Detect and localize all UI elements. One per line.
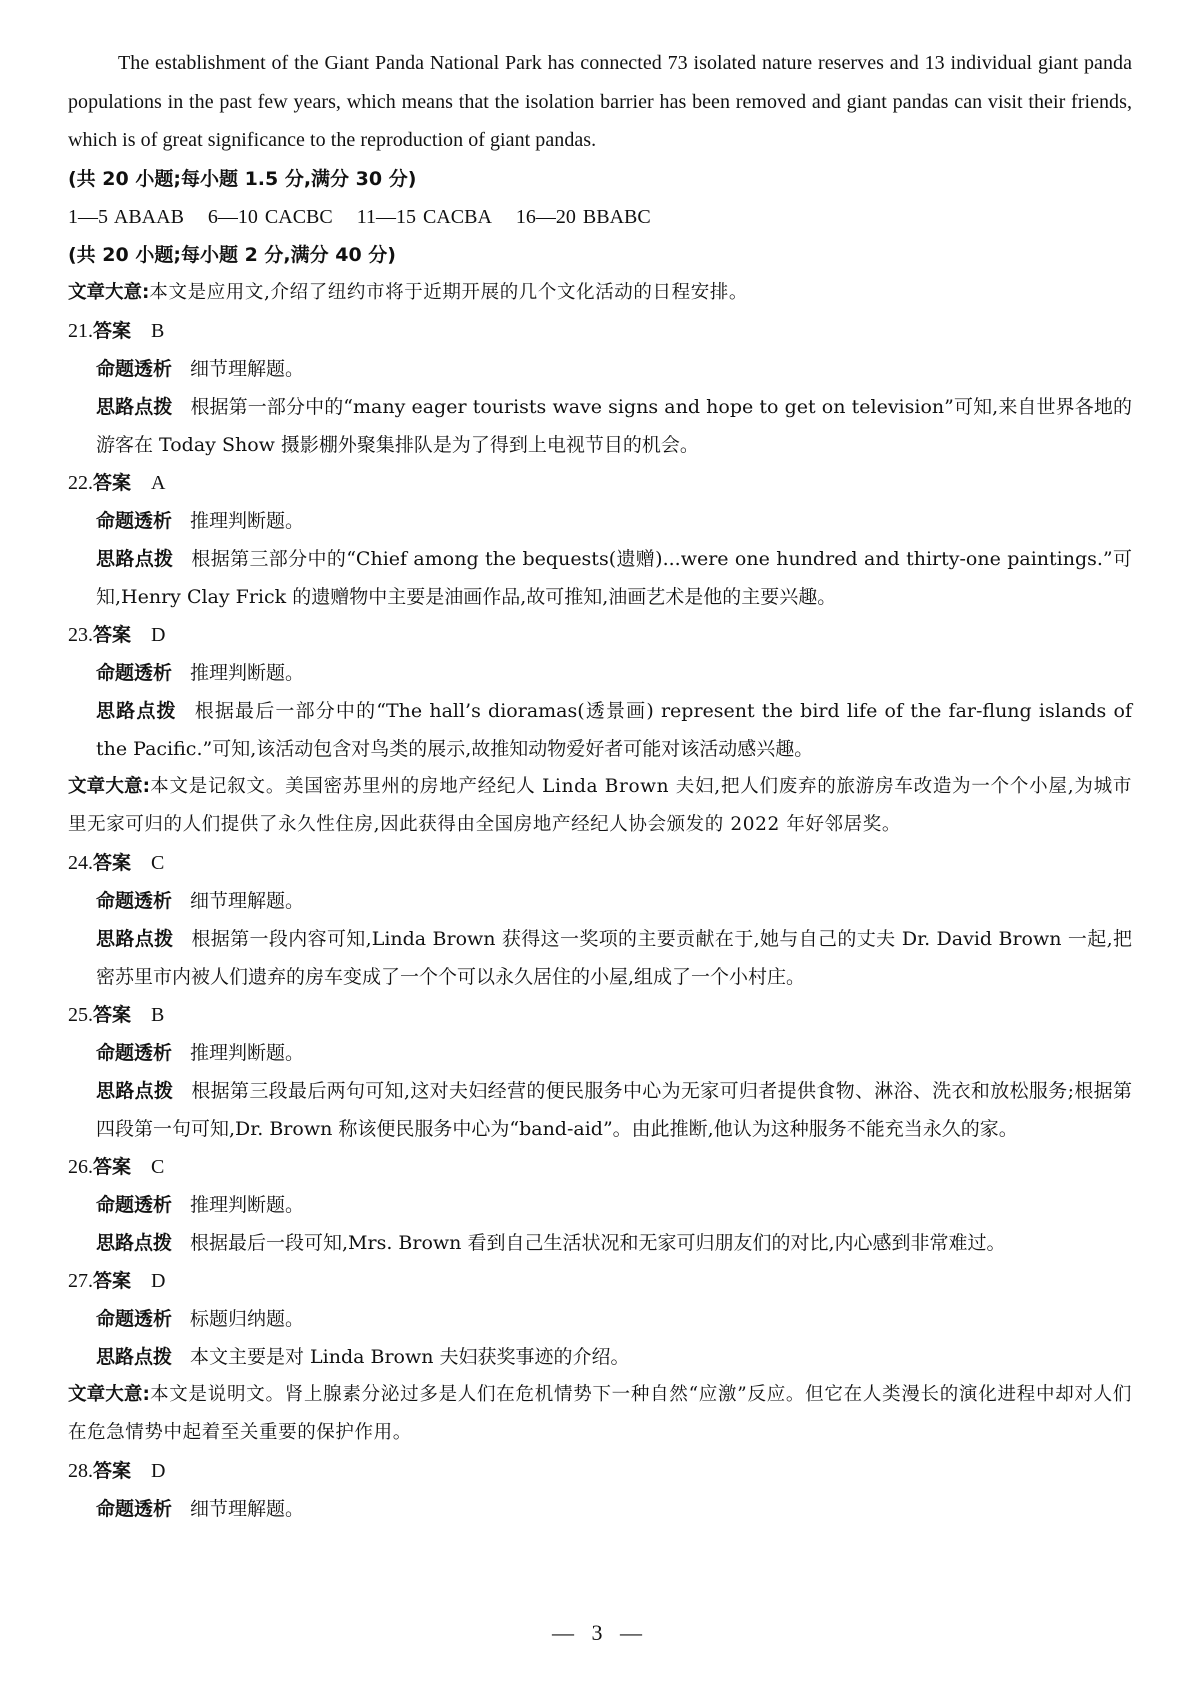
answer-letter: D (151, 1459, 166, 1482)
question-number: 26. (68, 1155, 93, 1178)
summary-label: 文章大意: (68, 775, 151, 797)
hint-line (68, 388, 1132, 464)
hint-label: 思路点拨 (96, 1231, 173, 1254)
question-header (68, 1262, 1132, 1300)
analysis-label: 命题透析 (96, 661, 173, 684)
question-number: 22. (68, 471, 93, 494)
answer-letter: B (151, 319, 165, 342)
question-number: 23. (68, 623, 93, 646)
summary-text: 本文是应用文,介绍了纽约市将于近期开展的几个文化活动的日程安排。 (149, 281, 748, 303)
question-header (68, 1452, 1132, 1490)
question-number: 27. (68, 1269, 93, 1292)
hint-line (68, 540, 1132, 616)
question-header (68, 1148, 1132, 1186)
answer-label: 答案 (93, 851, 132, 874)
question-header (68, 312, 1132, 350)
section1-header: (共 20 小题;每小题 1.5 分,满分 30 分) (68, 167, 417, 190)
analysis-text: 细节理解题。 (190, 889, 305, 912)
hint-line (68, 692, 1132, 768)
answer-label: 答案 (93, 623, 132, 646)
analysis-line (68, 654, 1132, 692)
answer-label: 答案 (93, 1269, 132, 1292)
analysis-text: 推理判断题。 (190, 509, 305, 532)
analysis-text: 细节理解题。 (190, 357, 305, 380)
analysis-label: 命题透析 (96, 1041, 173, 1064)
analysis-label: 命题透析 (96, 1193, 173, 1216)
answer-letter: D (151, 623, 166, 646)
analysis-line (68, 1034, 1132, 1072)
analysis-label: 命题透析 (96, 357, 173, 380)
answer-group: 6—10 CACBC (207, 205, 333, 228)
answer-letter: D (151, 1269, 166, 1292)
hint-line (68, 1338, 1132, 1376)
question-number: 24. (68, 851, 93, 874)
hint-label: 思路点拨 (96, 927, 174, 950)
answer-letter: A (151, 471, 166, 494)
answer-label: 答案 (93, 319, 132, 342)
analysis-line (68, 882, 1132, 920)
analysis-label: 命题透析 (96, 1307, 173, 1330)
hint-text: 根据第一部分中的“many eager tourists wave signs and hope to get on television”可知,来自世界各地的游客在 Today Show 摄影棚外聚集排队是为了得到上电视节目的机会。 (96, 395, 1132, 456)
answer-letter: B (151, 1003, 165, 1026)
analysis-text: 推理判断题。 (190, 1193, 305, 1216)
answer-label: 答案 (93, 471, 132, 494)
answer-letter: C (151, 851, 165, 874)
answer-label: 答案 (93, 1003, 132, 1026)
analysis-label: 命题透析 (96, 1497, 173, 1520)
answer-label: 答案 (93, 1155, 132, 1178)
question-header (68, 844, 1132, 882)
intro-paragraph: The establishment of the Giant Panda National Park has connected 73 isolated nature reserves and 13 individual giant panda populations in the past few years, which means that the isolation barrier has been removed and giant pandas can visit their friends, which is of great significance to the reproduction of giant pandas. (68, 52, 1132, 151)
hint-text: 根据第三部分中的“Chief among the bequests(遗赠)...were one hundred and thirty-one paintings.”可知,Henry Clay Frick 的遗赠物中主要是油画作品,故可推知,油画艺术是他的主要兴趣。 (96, 547, 1132, 608)
question-header (68, 464, 1132, 502)
analysis-label: 命题透析 (96, 889, 173, 912)
summary-text: 本文是记叙文。美国密苏里州的房地产经纪人 Linda Brown 夫妇,把人们废弃的旅游房车改造为一个个小屋,为城市里无家可归的人们提供了永久性住房,因此获得由全国房地产经纪人协会颁发的 2022 年好邻居奖。 (68, 775, 1132, 835)
hint-label: 思路点拨 (96, 699, 177, 722)
question-header (68, 616, 1132, 654)
answer-group: 1—5 ABAAB (68, 205, 184, 228)
hint-label: 思路点拨 (96, 395, 173, 418)
question-number: 28. (68, 1459, 93, 1482)
analysis-line (68, 1186, 1132, 1224)
analysis-line (68, 1300, 1132, 1338)
hint-text: 根据第三段最后两句可知,这对夫妇经营的便民服务中心为无家可归者提供食物、淋浴、洗衣和放松服务;根据第四段第一句可知,Dr. Brown 称该便民服务中心为“band-aid”。由此推断,他认为这种服务不能充当永久的家。 (96, 1079, 1132, 1140)
analysis-label: 命题透析 (96, 509, 173, 532)
analysis-line (68, 1490, 1132, 1528)
article-summary-c (68, 1376, 1132, 1452)
summary-label: 文章大意: (68, 281, 150, 303)
question-header (68, 996, 1132, 1034)
question-number: 21. (68, 319, 93, 342)
answer-letter: C (151, 1155, 165, 1178)
analysis-line (68, 502, 1132, 540)
summary-label: 文章大意: (68, 1383, 150, 1405)
hint-text: 根据第一段内容可知,Linda Brown 获得这一奖项的主要贡献在于,她与自己的丈夫 Dr. David Brown 一起,把密苏里市内被人们遗弃的房车变成了一个个可以永久居住的小屋,组成了一个小村庄。 (96, 927, 1132, 988)
hint-line (68, 1224, 1132, 1262)
question-number: 25. (68, 1003, 93, 1026)
hint-line (68, 1072, 1132, 1148)
analysis-text: 推理判断题。 (190, 1041, 305, 1064)
analysis-line (68, 350, 1132, 388)
summary-text: 本文是说明文。肾上腺素分泌过多是人们在危机情势下一种自然“应激”反应。但它在人类漫长的演化进程中却对人们在危急情势中起着至关重要的保护作用。 (68, 1383, 1132, 1443)
hint-text: 根据最后一部分中的“The hall’s dioramas(透景画) represent the bird life of the far-flung islands of the Pacific.”可知,该活动包含对鸟类的展示,故推知动物爱好者可能对该活动感兴趣。 (96, 699, 1132, 760)
page-number: — 3 — (552, 1620, 648, 1645)
hint-label: 思路点拨 (96, 1079, 174, 1102)
hint-label: 思路点拨 (96, 1345, 173, 1368)
section2-header: (共 20 小题;每小题 2 分,满分 40 分) (68, 243, 396, 266)
analysis-text: 标题归纳题。 (190, 1307, 305, 1330)
answer-group: 11—15 CACBA (356, 205, 492, 228)
answer-label: 答案 (93, 1459, 132, 1482)
hint-text: 本文主要是对 Linda Brown 夫妇获奖事迹的介绍。 (190, 1345, 630, 1368)
analysis-text: 推理判断题。 (190, 661, 305, 684)
answer-group: 16—20 BBABC (515, 205, 651, 228)
answers-1-20 (68, 198, 1132, 236)
hint-label: 思路点拨 (96, 547, 174, 570)
article-summary-b (68, 768, 1132, 844)
hint-text: 根据最后一段可知,Mrs. Brown 看到自己生活状况和无家可归朋友们的对比,内心感到非常难过。 (190, 1231, 1006, 1254)
hint-line (68, 920, 1132, 996)
analysis-text: 细节理解题。 (190, 1497, 305, 1520)
article-summary-a (68, 274, 1132, 312)
